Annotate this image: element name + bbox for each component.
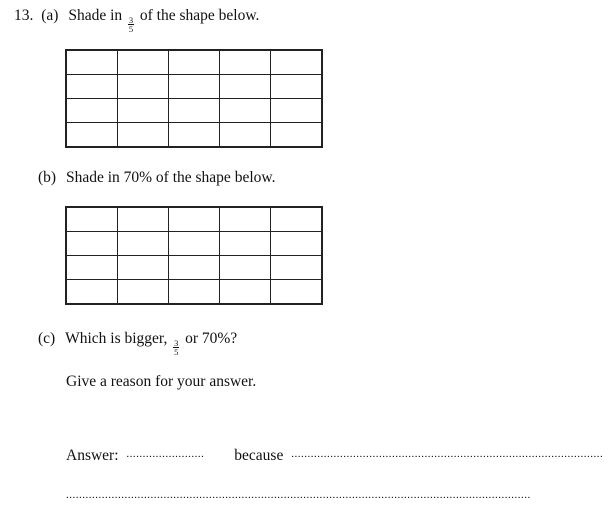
grid-cell[interactable] (169, 256, 220, 280)
second-answer-line (66, 488, 604, 506)
grid-cell[interactable] (271, 123, 322, 147)
question-13-a (14, 7, 259, 33)
grid-cell[interactable] (169, 208, 220, 232)
grid-cell[interactable] (220, 75, 271, 99)
part-c-text-after: or 70%? (185, 330, 238, 347)
grid-cell[interactable] (169, 123, 220, 147)
grid-cell[interactable] (271, 232, 322, 256)
grid-cell[interactable] (169, 232, 220, 256)
grid-cell[interactable] (67, 256, 118, 280)
grid-row (67, 75, 322, 99)
grid-cell[interactable] (271, 256, 322, 280)
grid-cell[interactable] (67, 75, 118, 99)
grid-cell[interactable] (220, 51, 271, 75)
part-b-text: Shade in 70% of the shape below. (65, 169, 276, 186)
grid-row (67, 280, 322, 304)
fraction-denominator: 5 (128, 24, 134, 34)
fraction-numerator: 3 (128, 15, 134, 25)
grid-row (67, 99, 322, 123)
question-13-b (38, 169, 275, 187)
part-b-label: (b) (38, 169, 57, 186)
answer-line (66, 447, 609, 465)
grid-cell[interactable] (271, 51, 322, 75)
question-number: 13. (14, 7, 34, 24)
grid-cell[interactable] (169, 280, 220, 304)
grid-row (67, 208, 322, 232)
fraction-three-fifths (173, 339, 179, 356)
grid-cell[interactable] (67, 208, 118, 232)
grid-cell[interactable] (118, 280, 169, 304)
grid-cell[interactable] (220, 280, 271, 304)
grid-row (67, 256, 322, 280)
grid-cell[interactable] (169, 75, 220, 99)
grid-cell[interactable] (169, 99, 220, 123)
grid-cell[interactable] (271, 208, 322, 232)
because-blank[interactable]: ................................................................................................ (291, 448, 604, 460)
grid-cell[interactable] (220, 99, 271, 123)
part-a-text-before: Shade in (68, 7, 123, 24)
grid-cell[interactable] (118, 123, 169, 147)
fraction-numerator: 3 (174, 338, 179, 348)
part-a-label: (a) (41, 7, 59, 24)
grid-row (67, 51, 322, 75)
fraction-three-fifths (128, 16, 134, 33)
shading-grid-a (66, 50, 322, 147)
grid-cell[interactable] (67, 99, 118, 123)
part-c-label: (c) (38, 330, 56, 347)
grid-row (67, 232, 322, 256)
grid-cell[interactable] (67, 51, 118, 75)
question-13-c (38, 330, 237, 356)
part-a-text-after: of the shape below. (139, 7, 260, 24)
grid-cell[interactable] (118, 232, 169, 256)
grid-cell[interactable] (220, 123, 271, 147)
grid-cell[interactable] (271, 75, 322, 99)
second-line-blank[interactable]: ............................................................................................................................................... (66, 489, 531, 501)
grid-cell[interactable] (220, 208, 271, 232)
grid-cell[interactable] (271, 99, 322, 123)
answer-blank[interactable]: ........................ (126, 448, 205, 460)
fraction-denominator: 5 (174, 347, 179, 357)
grid-cell[interactable] (220, 256, 271, 280)
grid-cell[interactable] (118, 99, 169, 123)
grid-cell[interactable] (67, 232, 118, 256)
grid-cell[interactable] (67, 280, 118, 304)
grid-cell[interactable] (118, 208, 169, 232)
answer-label: Answer: (66, 447, 119, 464)
grid-cell[interactable] (169, 51, 220, 75)
part-c-text-before: Which is bigger, (65, 330, 168, 347)
grid-cell[interactable] (271, 280, 322, 304)
because-label: because (234, 447, 284, 464)
grid-cell[interactable] (118, 256, 169, 280)
reason-prompt: Give a reason for your answer. (66, 373, 257, 390)
grid-cell[interactable] (118, 75, 169, 99)
grid-row (67, 123, 322, 147)
grid-cell[interactable] (67, 123, 118, 147)
shading-grid-b (66, 207, 322, 304)
grid-cell[interactable] (220, 232, 271, 256)
grid-cell[interactable] (118, 51, 169, 75)
